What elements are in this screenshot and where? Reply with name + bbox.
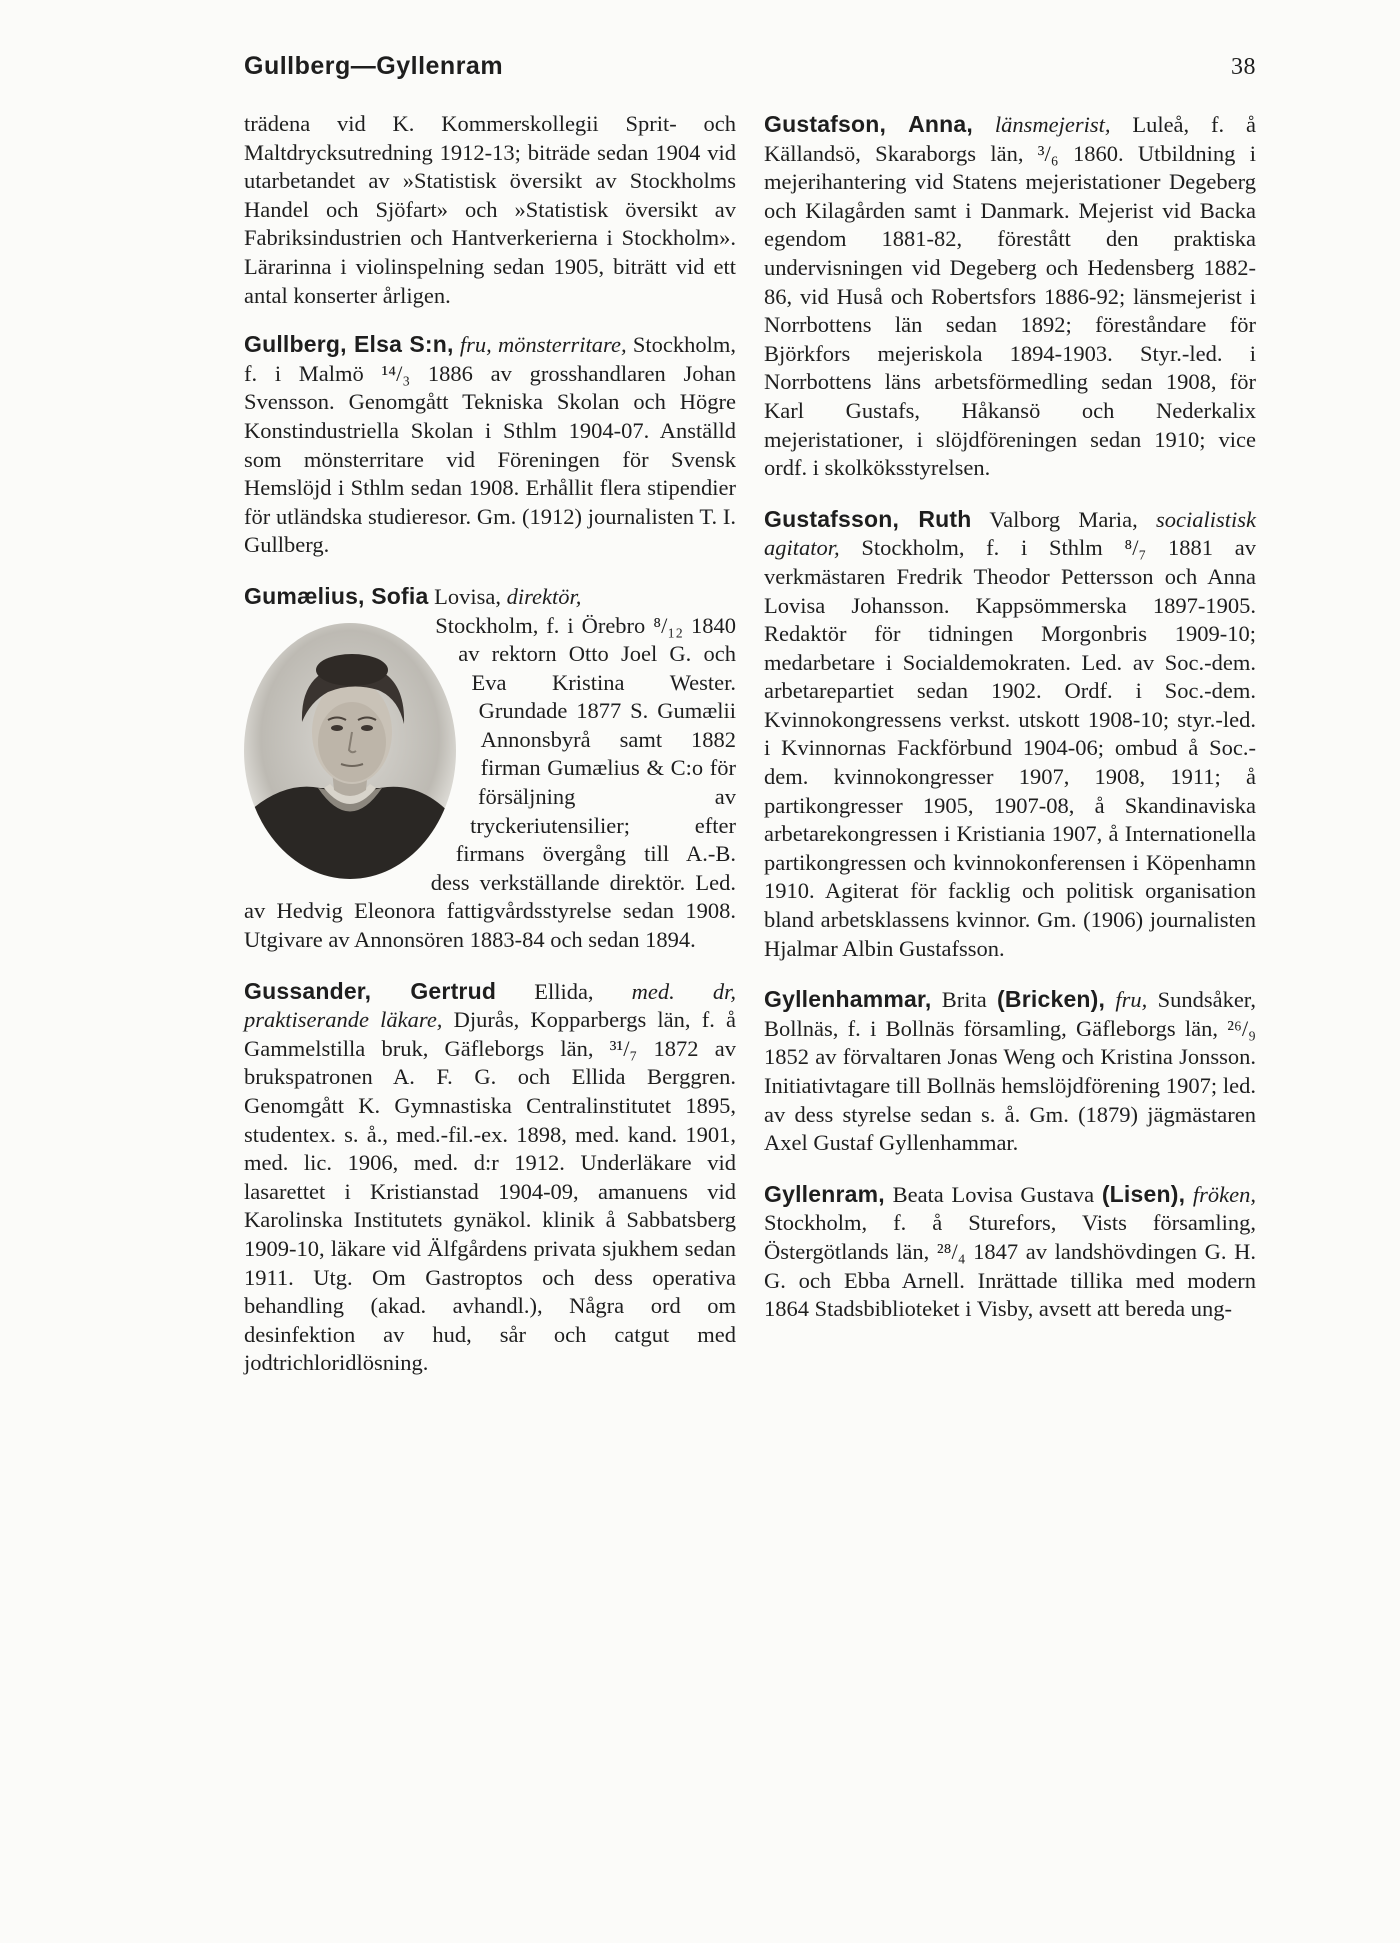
entry-name: Gyllenram, <box>764 1180 885 1207</box>
entry-occupation: socialistisk agitator, <box>764 506 1257 561</box>
entry-occupation: fru, <box>1115 987 1148 1013</box>
entry-occupation: fröken, <box>1192 1181 1257 1207</box>
entry-nickname: (Lisen), <box>1101 1180 1186 1207</box>
portrait-photo <box>240 620 472 890</box>
running-header <box>244 52 1256 81</box>
entry-text: Luleå, f. å Källandsö, Skaraborgs län, ³/₆ 1860. Utbildning i mejerihantering vid Statens mejeristationer Degeberg och Kilagården samt i Danmark. Mejerist vid Backa egendom 1881-82, förestått den praktiska undervisningen vid Degeberg och Hedensberg 1882-86, vid Huså och Robertsfors 1886-92; länsmejerist i Norrbottens län sedan 1892; föreståndare för Björkfors mejeriskola 1894-1903. Styr.-led. i Norrbottens läns arbetsförmedling sedan 1908, för Karl Gustafs, Håkansö och Nederkalix mejeristationer, i slöjdföreningen sedan 1910; vice ordf. i skolköksstyrelsen. <box>764 112 1256 481</box>
page-number: 38 <box>1231 54 1256 80</box>
entry-gyllenram <box>764 1180 1256 1324</box>
entry-given-names: Beata Lovisa Gustava <box>892 1181 1095 1207</box>
entry-given-names: Lovisa, <box>434 583 501 609</box>
entry-given-names: Brita <box>941 987 987 1013</box>
entry-text: Stockholm, f. i Sthlm ⁸/₇ 1881 av verkmästaren Fredrik Theodor Pettersson och Anna Lovisa Johansson. Kappsömmerska 1897-1905. Redaktör för tidningen Morgonbris 1909-10; medarbetare i Socialdemokraten. Led. av Soc.-dem. arbetarepartiet sedan 1902. Ordf. i Soc.-dem. Kvinnokongressens verkst. utskott 1908-10; styr.-led. i Kvinnornas Fackförbund 1904-06; ombud å Soc.-dem. kvinnokongresser 1907, 1908, 1911; å partikongresser 1905, 1907-08, å Skandinaviska arbetarekongressen i Kristiania 1907, å Internationella partikongressen och kvinnokonferensen i Köpenhamn 1910. Agiterat för facklig och politisk organisation bland arbetsklassens kvinnor. Gm. (1906) journalisten Hjalmar Albin Gustafsson. <box>764 535 1256 961</box>
entry-occupation: direktör, <box>506 583 582 609</box>
entry-text: Stockholm, f. å Sturefors, Vists församling, Östergötlands län, ²⁸/₄ 1847 av landshövdingen G. H. G. och Ebba Arnell. Inrättade tillika med modern 1864 Stadsbiblioteket i Visby, avsett att bereda ung- <box>764 1210 1256 1322</box>
entry-text: Sundsåker, Bollnäs, f. i Bollnäs församling, Gäfleborgs län, ²⁶/₉ 1852 av förvaltaren Jonas Weng och Kristina Jonsson. Initiativtagare till Bollnäs hemslöjdförening 1907; led. av dess styrelse sedan s. å. Gm. (1879) jägmästaren Axel Gustaf Gyllenhammar. <box>764 987 1257 1156</box>
running-title: Gullberg—Gyllenram <box>244 52 504 80</box>
left-column <box>244 110 736 1400</box>
entry-gyllenhammar <box>764 985 1256 1158</box>
entry-text: Stockholm, f. i Örebro ⁸/₁₂ 1840 av rektorn Otto Joel G. och Eva Kristina Wester. Grundade 1877 S. Gumælii Annonsbyrå samt 1882 firman Gumælius & C:o för försäljning av tryckeriutensilier; efter firmans övergång till A.-B. dess verkställande direktör. Led. av Hedvig Eleonora fattigvårdsstyrelse sedan 1908. Utgivare av Annonsören 1883-84 och sedan 1894. <box>244 612 736 953</box>
continued-entry-text: trädena vid K. Kommerskollegii Sprit- och Maltdrycksutredning 1912-13; biträde sedan 1904 vid utarbetandet av »Statistisk översikt av Stockholms Handel och Sjöfart» och »Statistisk översikt av Fabriksindustrien och Hantverkerierna i Stockholm». Lärarinna i violinspelning sedan 1905, biträtt vid ett antal konserter årligen. <box>244 111 736 308</box>
entry-gullberg <box>244 330 736 560</box>
entry-occupation: med. dr, praktiserande läkare, <box>244 978 737 1033</box>
entry-name: Gussander, Gertrud <box>244 977 497 1004</box>
entry-name: Gustafson, Anna, <box>764 111 973 137</box>
entry-gumaelius <box>244 582 736 955</box>
right-column <box>764 110 1256 1346</box>
entry-name: Gyllenhammar, <box>764 986 932 1013</box>
entry-name: Gullberg, Elsa S:n, <box>244 331 454 358</box>
entry-gustafsson <box>764 505 1256 964</box>
entry-given-names: Valborg Maria, <box>989 506 1138 532</box>
entry-name: Gumælius, Sofia <box>244 582 429 609</box>
entry-occupation: fru, mönsterritare, <box>459 332 627 358</box>
entry-text: Djurås, Kopparbergs län, f. å Gammelstilla bruk, Gäfleborgs län, ³¹/₇ 1872 av brukspatronen A. F. G. och Ellida Berggren. Genomgått K. Gymnastiska Centralinstitutet 1895, studentex. s. å., med.-fil.-ex. 1898, med. kand. 1901, med. lic. 1906, med. d:r 1912. Underläkare vid lasarettet i Kristianstad 1904-09, amanuens vid Karolinska Institutets gynäkol. klinik å Sabbatsberg 1909-10, läkare vid Älfgårdens privata sjukhem sedan 1911. Utg. Om Gastroptos och dess operativa behandling (akad. avhandl.), Några ord om desinfektion av hud, sår och catgut med jodtrichloridlösning. <box>244 1007 736 1376</box>
entry-nickname: (Bricken), <box>997 986 1106 1013</box>
entry-occupation: länsmejerist, <box>994 112 1111 137</box>
entry-gussander <box>244 977 736 1378</box>
entry-gustafson <box>764 110 1256 483</box>
entry-name: Gustafsson, Ruth <box>764 505 972 532</box>
entry-text: Stockholm, f. i Malmö ¹⁴/₃ 1886 av grosshandlaren Johan Svensson. Genomgått Tekniska Skolan och Högre Konstindustriella Skolan i Sthlm 1904-07. Anställd som mönsterritare vid Föreningen för Svensk Hemslöjd i Sthlm sedan 1908. Erhållit flera stipendier för utländska studieresor. Gm. (1912) journalisten T. I. Gullberg. <box>244 332 736 558</box>
entry-given-names: Ellida, <box>534 978 594 1004</box>
portrait-image <box>240 620 460 882</box>
